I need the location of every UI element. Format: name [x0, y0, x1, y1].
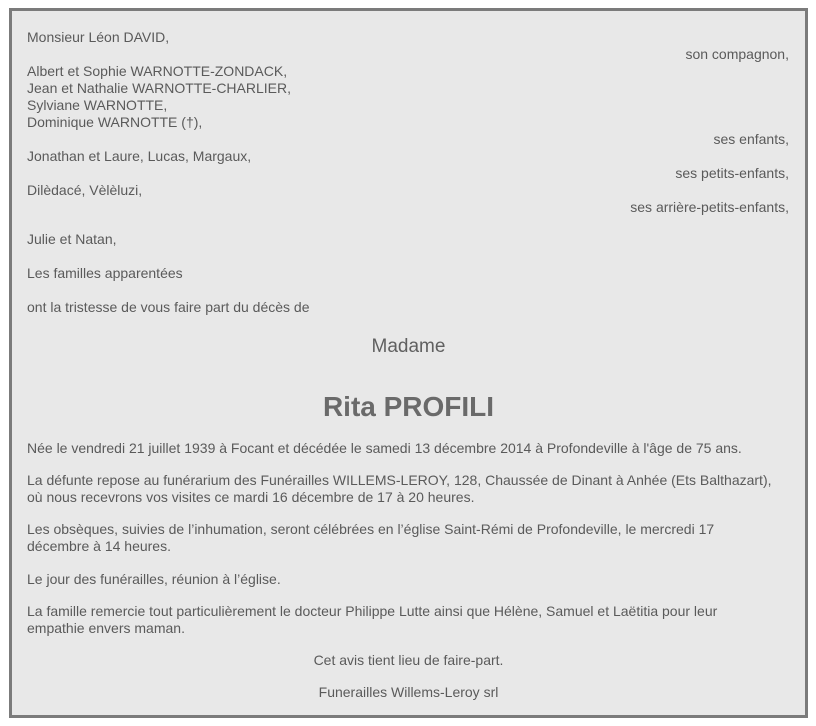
- child-2: Jean et Nathalie WARNOTTE-CHARLIER,: [27, 80, 291, 96]
- deceased-name: Rita PROFILI: [322, 391, 495, 422]
- great-grandchildren-role: ses arrière-petits-enfants,: [630, 199, 789, 215]
- julie-natan: Julie et Natan,: [27, 231, 117, 247]
- deceased-title: Madame: [371, 336, 446, 357]
- grandchildren-names: Jonathan et Laure, Lucas, Margaux,: [27, 148, 252, 164]
- notice-footer: Cet avis tient lieu de faire-part.: [313, 652, 504, 668]
- companion-name: Monsieur Léon DAVID,: [27, 29, 170, 45]
- child-4: Dominique WARNOTTE (†),: [27, 114, 203, 130]
- child-1: Albert et Sophie WARNOTTE-ZONDACK,: [27, 63, 288, 79]
- grandchildren-role: ses petits-enfants,: [675, 165, 789, 181]
- funerarium-paragraph: La défunte repose au funérarium des Funérailles WILLEMS-LEROY, 128, Chaussée de Dinant à Anhée (Ets Balthazart), où nous recevrons vos visites ce mardi 16 décembre de 17 à 20 heures.: [27, 472, 772, 505]
- relatives: Les familles apparentées: [27, 265, 183, 281]
- child-3: Sylviane WARNOTTE,: [27, 97, 168, 113]
- gathering-paragraph: Le jour des funérailles, réunion à l’église.: [27, 571, 281, 587]
- funeral-home: Funerailles Willems-Leroy srl: [318, 684, 499, 700]
- funeral-paragraph: Les obsèques, suivies de l’inhumation, seront célébrées en l’église Saint-Rémi de Profondeville, le mercredi 17 décembre à 14 heures.: [27, 521, 715, 554]
- birth-death-paragraph: Née le vendredi 21 juillet 1939 à Focant et décédée le samedi 13 décembre 2014 à Profondeville à l'âge de 75 ans.: [27, 440, 742, 456]
- thanks-paragraph: La famille remercie tout particulièrement le docteur Philippe Lutte ainsi que Hélène, Samuel et Laëtitia pour leur empathie envers maman.: [27, 603, 718, 636]
- announcement-line: ont la tristesse de vous faire part du décès de: [27, 299, 310, 315]
- great-grandchildren-names: Dilèdacé, Vèlèluzi,: [27, 182, 143, 198]
- companion-role: son compagnon,: [685, 46, 789, 62]
- obituary-notice: [9, 8, 808, 718]
- children-role: ses enfants,: [713, 131, 789, 147]
